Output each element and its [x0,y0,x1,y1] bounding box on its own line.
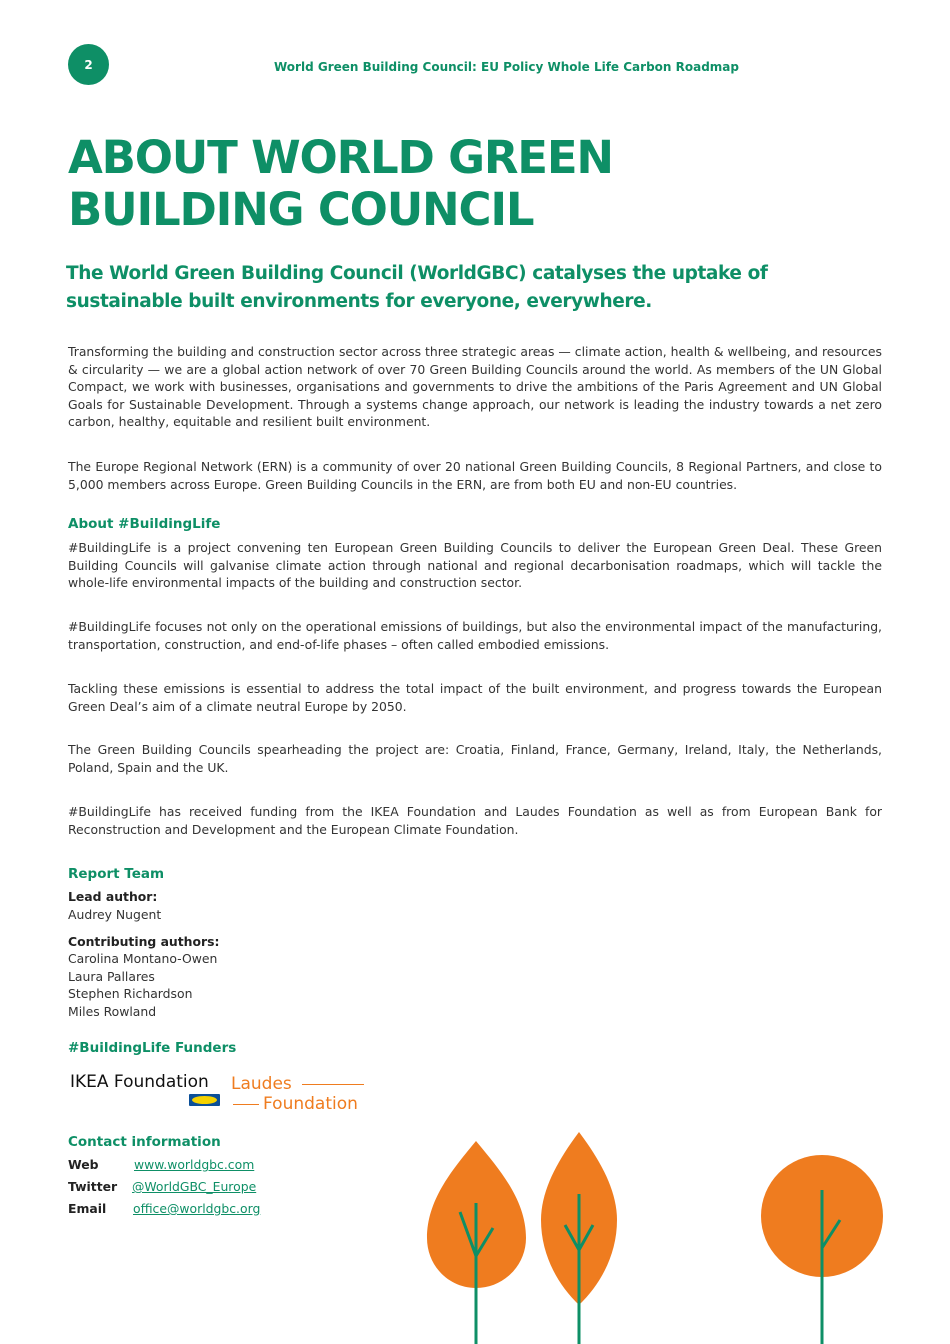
contact-web-link[interactable]: www.worldgbc.com [134,1157,255,1172]
contributor-name: Miles Rowland [68,1004,157,1019]
contributor-name: Stephen Richardson [68,986,193,1001]
lead-author-label: Lead author: [68,889,158,904]
contact-twitter-link[interactable]: @WorldGBC_Europe [132,1179,257,1194]
running-header: World Green Building Council: EU Policy Whole Life Carbon Roadmap [274,60,739,74]
contributor-name: Laura Pallares [68,969,155,984]
tree-leaf-shape-icon [541,1132,617,1344]
contributing-authors-label: Contributing authors: [68,934,220,949]
laudes-logo-line-2: Foundation [263,1094,358,1114]
page-title-line-1: ABOUT WORLD GREEN [68,131,613,184]
funders-heading: #BuildingLife Funders [68,1040,237,1056]
buildinglife-paragraph-1: #BuildingLife is a project convening ten European Green Building Councils to deliver the European Green Deal. These Green Building Councils will galvanise climate action through national and regional decarbonisation roadmaps, which will tackle the whole-life environmental impacts of the building and construction sector. [68,540,882,591]
report-team-heading: Report Team [68,866,165,882]
about-buildinglife-heading: About #BuildingLife [68,516,221,532]
buildinglife-paragraph-4: The Green Building Councils spearheading the project are: Croatia, Finland, France, Germany, Ireland, Italy, the Netherlands, Poland, Spain and the UK. [68,742,882,775]
contributor-name: Carolina Montano-Owen [68,951,218,966]
intro-paragraph-2: The Europe Regional Network (ERN) is a community of over 20 national Green Building Councils, 8 Regional Partners, and close to 5,000 members across Europe. Green Building Councils in the ERN, are from both EU and non-EU countries. [68,459,882,492]
contact-web-label: Web [68,1157,99,1172]
buildinglife-paragraph-2: #BuildingLife focuses not only on the operational emissions of buildings, but also the environmental impact of the manufacturing, transportation, construction, and end-of-life phases – often called embodied emissions. [68,619,882,652]
contact-heading: Contact information [68,1134,221,1150]
lead-statement: The World Green Building Council (WorldGBC) catalyses the uptake of sustainable built environments for everyone, everywhere. [66,263,768,312]
page-title-line-2: BUILDING COUNCIL [68,183,534,236]
buildinglife-paragraph-3: Tackling these emissions is essential to address the total impact of the built environment, and progress towards the European Green Deal’s aim of a climate neutral Europe by 2050. [68,681,882,714]
page-number-badge: 2 [68,44,109,85]
tree-round-shape-icon [761,1155,883,1344]
buildinglife-paragraph-5: #BuildingLife has received funding from the IKEA Foundation and Laudes Foundation as well as from European Bank for Reconstruction and Development and the European Climate Foundation. [68,804,882,837]
laudes-logo-line-1: Laudes [231,1074,292,1094]
tree-drop-shape-icon [427,1141,526,1344]
contact-twitter-label: Twitter [68,1179,118,1194]
contact-email-label: Email [68,1201,107,1216]
ikea-foundation-logo-text: IKEA Foundation [70,1072,209,1092]
intro-paragraph-1: Transforming the building and construction sector across three strategic areas — climate action, health & wellbeing, and resources & circularity — we are a global action network of over 70 Green Building Councils around the world. As members of the UN Global Compact, we work with businesses, organisations and governments to drive the ambitions of the Paris Agreement and UN Global Goals for Sustainable Development. Through a systems change approach, our network is leading the industry towards a net zero carbon, healthy, equitable and resilient built environment. [68,344,882,430]
lead-author-name: Audrey Nugent [68,907,162,922]
contact-email-link[interactable]: office@worldgbc.org [133,1201,261,1216]
